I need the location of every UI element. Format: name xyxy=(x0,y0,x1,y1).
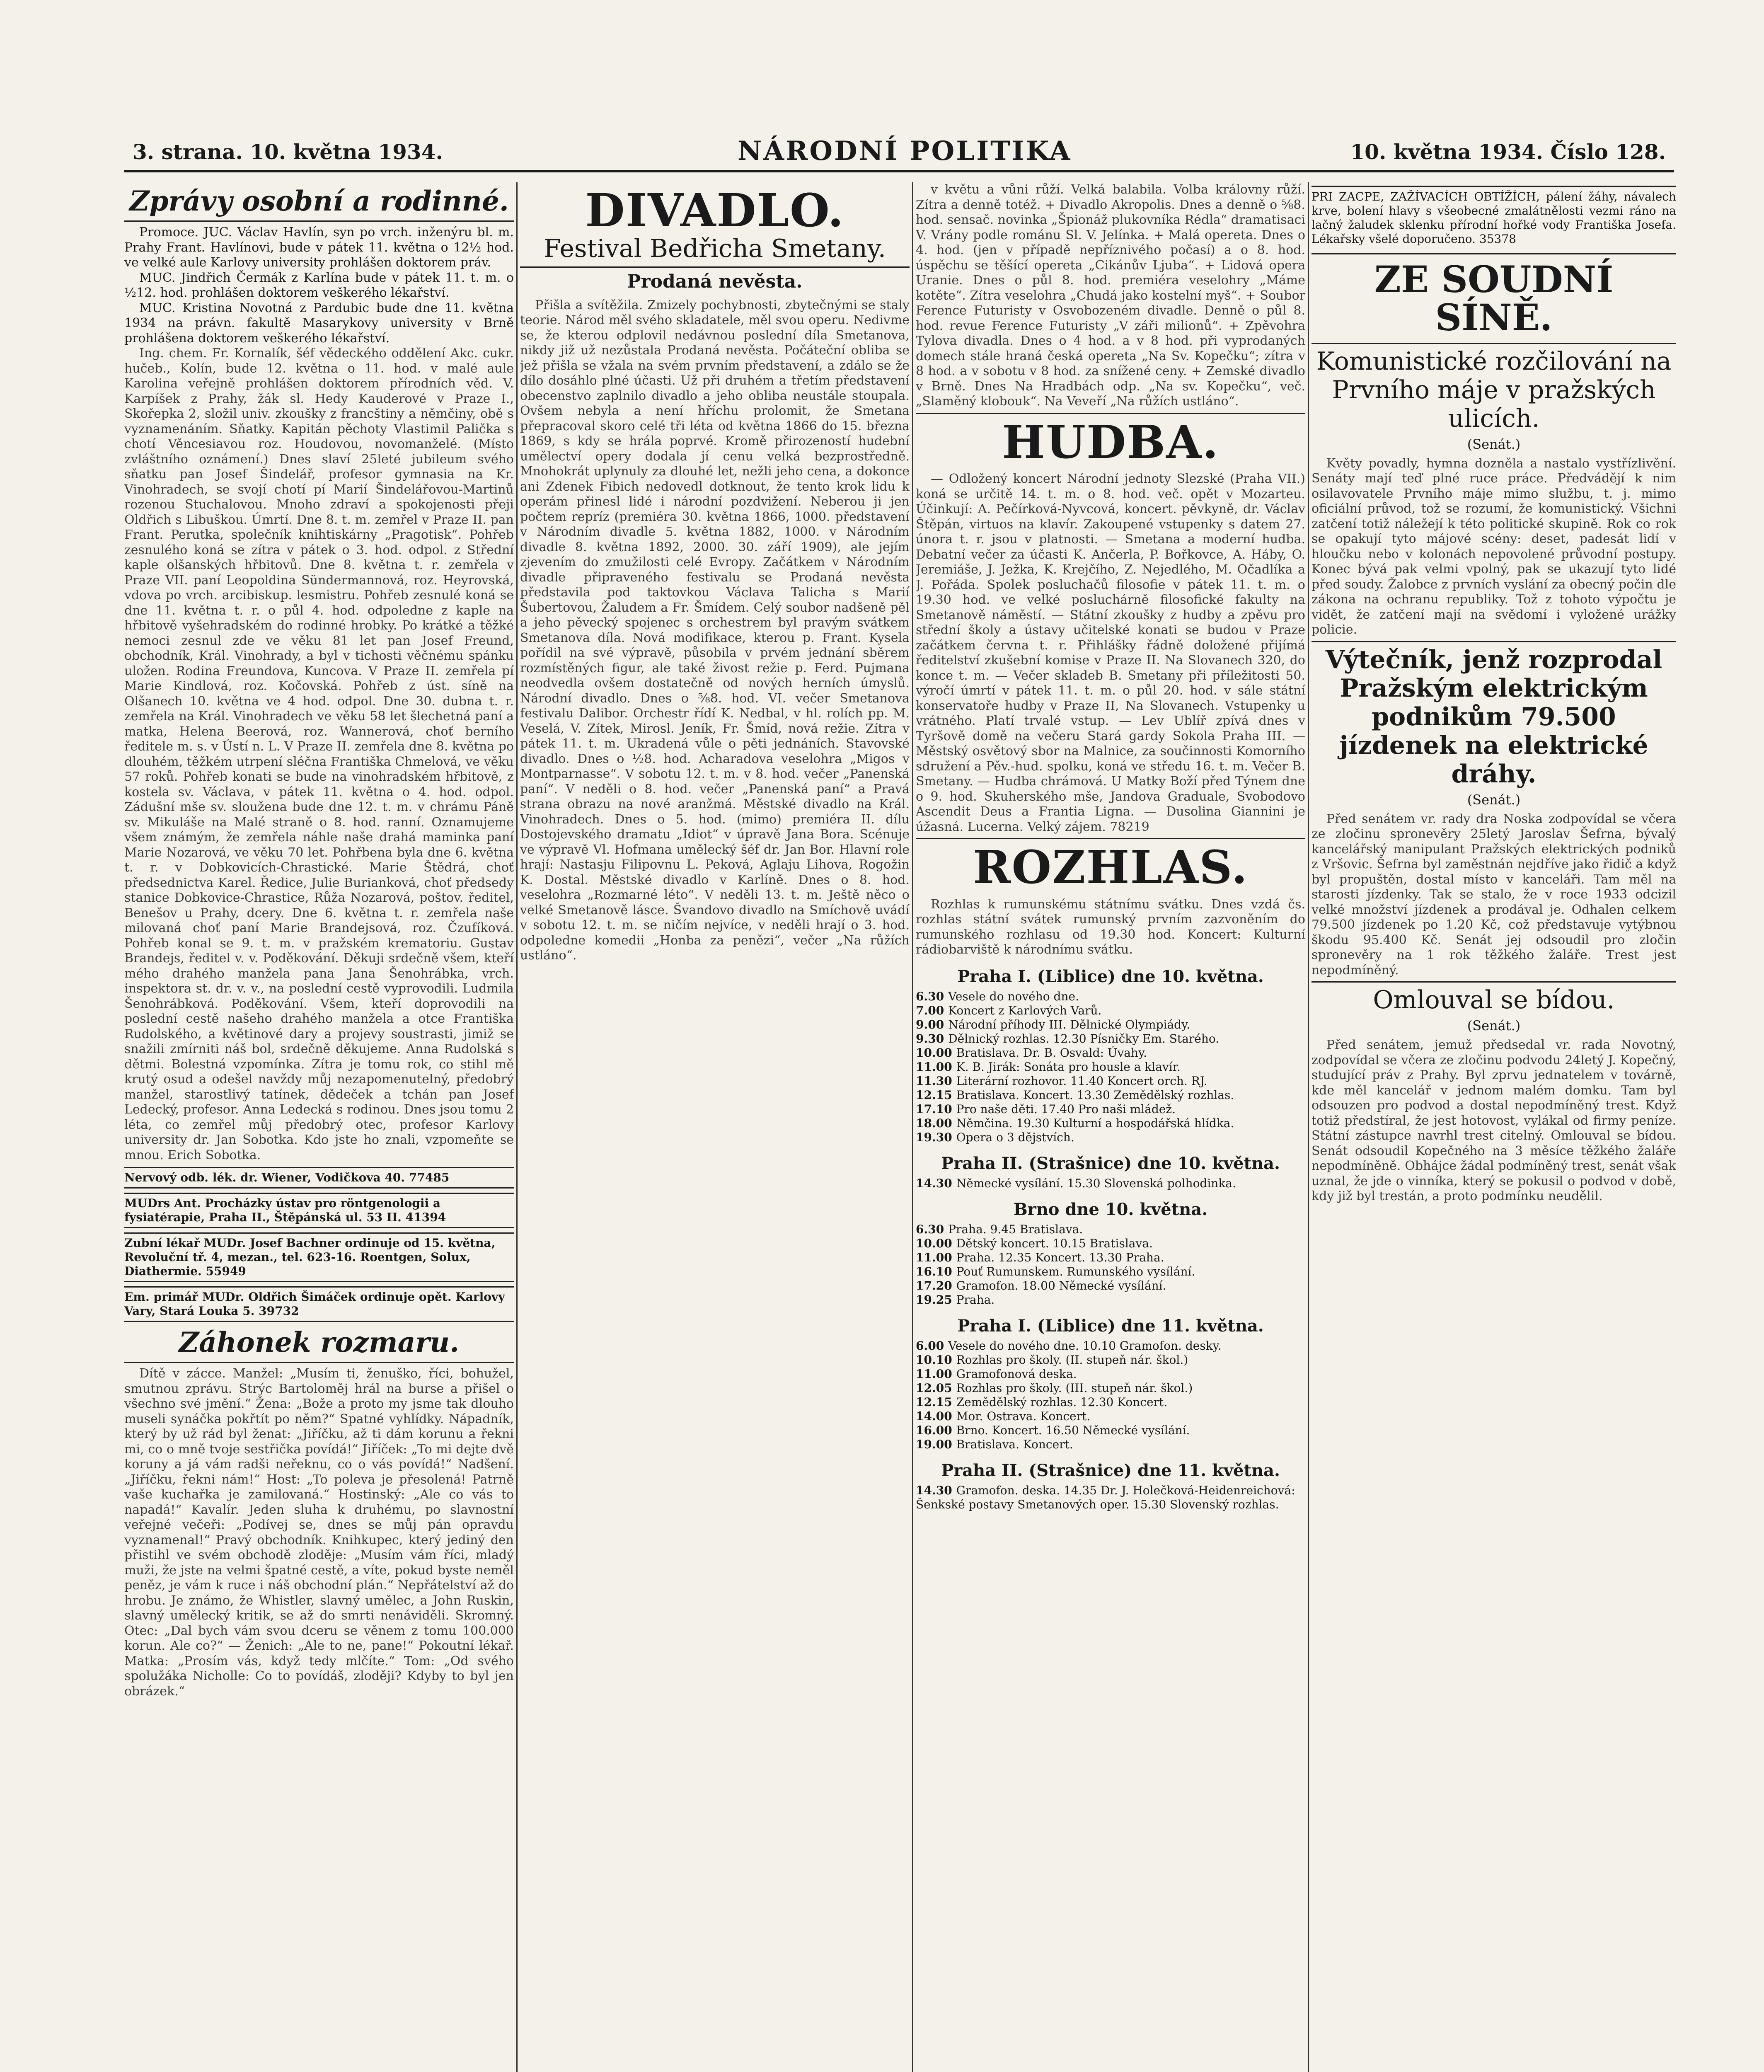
article-headline: Výtečník, jenž rozprodal Pražským elektrickým podnikům 79.500 jízdenek na elektrické dráhy. xyxy=(1325,645,1662,789)
schedule-program: Brno. Koncert. 16.50 Německé vysílání. xyxy=(956,1423,1190,1437)
schedule-time: 19.25 xyxy=(916,1293,952,1307)
section-title-court: ZE SOUDNÍ SÍNĚ. xyxy=(1374,258,1614,339)
section-title-radio: ROZHLAS. xyxy=(973,840,1248,894)
schedule-time: 12.15 xyxy=(916,1395,952,1409)
section-title-theatre: DIVADLO. xyxy=(585,184,844,237)
article-body: Květy povadly, hymna dozněla a nastalo vystřízlivění. Senáty mají teď plné ruce práce. Předvádějí k nim osilavovatele Prvního máje mimo službu, t. j. mimo oficiální průvod, tož se rozumí, že komunistický. Všichni zatčení totiž náležejí k této politické skupině. Rok co rok se opakují tyto májové scény: deset, padesát lidí v hloučku nebo v kolonách nepovolené průvodní postupy. Konec bývá pak velmi vpolný, pak se ukazují tyto lidé před soudy. Žalobce z prvních vyslání za obecný počin dle zákona na ochranu republiky. Tož z tohoto výpočtu je vidět, že zatčení mají na svědomí i vyložené urážky policie. xyxy=(1312,456,1676,637)
mineral-water-ad xyxy=(1312,186,1676,254)
schedule-program: Národní příhody III. Dělnické Olympiády. xyxy=(948,1017,1191,1031)
schedule-time: 16.00 xyxy=(916,1423,952,1437)
schedule-time: 12.15 xyxy=(916,1088,952,1102)
personal-notices-body: Ing. chem. Fr. Kornalík, šéf vědeckého oddělení Akc. cukr. hučeb., Kolín, bude 12. května o 11. hod. v malé aule Karolina veřejně prohlášen doktorem přírodních věd. V. Karpíšek z Prahy, žák sl. Hedy Kauderové v Praze I., Skořepka 2, složil univ. zkoušky z francštiny a němčiny, obě s vyznamenáním. Sňatky. Kapitán pěchoty Vlastimil Palička s chotí Věncesiavou roz. Houdovou, novomanželé. (Místo zvláštního oznámení.) Dnes slaví 25leté jubileum svého sňatku pan Josef Šindelář, profesor gymnasia na Kr. Vinohradech, se svojí chotí pí Marií Šindelářovou-Martinů rozenou Stuchalovou. Mnoho zdraví a spokojenosti přeji Oldřich s Libuškou. Úmrtí. Dne 8. t. m. zemřel v Praze II. pan Frant. Perutka, společník knihtiskárny „Pragotisk“. Pohřeb zesnulého koná se zítra v pátek o 3. hod. odpol. z Střední kaple olšanských hřbitovů. Dne 8. května t. r. zemřela v Praze VII. paní Leopoldina Sündermannová, roz. Heyrovská, vdova po vrch. arcibiskup. lesmistru. Pohřeb zesnulé koná se dne 11. května t. r. o půl 4. hod. odpoledne z kaple na hřbitově vyšehradském do rodinné hrobky. Po krátké a těžké nemoci zesnul zde ve věku 81 let pan Josef Freund, obchodník, Král. Vinohrady, a byl v tichosti věčnému spánku uložen. Rodina Freundova, Kuncova. V Praze II. zemřela pí Marie Kindlová, roz. Kočovská. Pohřeb z úst. síně na Olšanech 10. května ve 4 hod. odpol. Dne 30. dubna t. r. zemřela na Král. Vinohradech ve věku 58 let šlechetná paní a matka, Helena Beerová, roz. Wannerová, choť berního ředitele m. s. v Ústí n. L. V Praze II. zemřela dne 8. května po dlouhém, těžkém utrpení sléčna Františka Chmelová, ve věku 57 roků. Pohřeb konati se bude na vinohradském hřbitově, z kostela sv. Václava, v pátek 11. května o 4. hod. odpol. Zádušní mše sv. sloužena bude dne 12. t. m. v chrámu Páně sv. Mikuláše na Malé straně o 8. hod. ranní. Oznamujeme všem známým, že zemřela náhle naše drahá maminka paní Marie Nozarová, ve věku 70 let. Pohřbena byla dne 6. května t. r. v Dobkovicích-Chrastické. Marie Štědrá, choť předsednictva Karel. Ředice, Julie Burianková, choť předsedy stanice Dobkovice-Chrastice, Růža Nozarová, poštov. ředitel, Benešov u Prahy, dcery. Dne 6. května t. r. zemřela naše milovaná choť paní Marie Brandejsová, roz. Čzufíková. Pohřeb konal se 9. t. m. v pražském krematoriu. Gustav Brandejs, ředitel v. v. Poděkování. Děkuji srdečně všem, kteří mého drahého manžela pana Jana Šenohrábka, vrch. inspektora st. dr. v. v., na poslední cestě vyprovodili. Ludmila Šenohrábková. Poděkování. Všem, kteří doprovodili na poslední cestě našeho drahého manžela a otce Františka Rudolského, a květinové dary a projevy soustrasti, jimiž se snažili zmírniti náš bol, srdečně děkujeme. Anna Rudolská s dětmi. Bolestná vzpomínka. Zítra je tomu rok, co stihl mě krutý osud a odešel navždy můj nezapomenutelný, předobrý manžel, starostlivý tatínek, dědeček a tchán pan Josef Ledecký, profesor. Anna Ledecká s rodinou. Dnes jsou tomu 2 léta, co zemřel můj předobrý otec, profesor Karlovy university dr. Jan Sobotka. Kdo jste ho znali, vzpomeňte se mnou. Erich Sobotka. xyxy=(124,346,514,1162)
column-rule xyxy=(912,182,913,2072)
divider xyxy=(1312,981,1676,983)
schedule-time: 6.00 xyxy=(916,1339,944,1353)
header-issue-number: 10. května 1934. Číslo 128. xyxy=(1350,140,1666,164)
promotion-notice: MUC. Jindřich Čermák z Karlína bude v pátek 11. t. m. o ½12. hod. prohlášen doktorem veškerého lékařství. xyxy=(124,270,514,300)
column-2 xyxy=(520,182,910,2072)
column-rule xyxy=(1308,182,1309,2072)
schedule-program: Vesele do nového dne. 10.10 Gramofon. desky. xyxy=(948,1339,1222,1353)
schedule-time: 19.00 xyxy=(916,1437,952,1451)
schedule-time: 10.00 xyxy=(916,1046,952,1060)
schedule-time: 9.30 xyxy=(916,1031,944,1046)
schedule-program: Praha. xyxy=(956,1293,995,1307)
promotion-notice: Promoce. JUC. Václav Havlín, syn po vrch. inženýru bl. m. Prahy Frant. Havlínovi, bude v pátek 11. května o 12½ hod. ve velké aule Karlovy university prohlášen doktorem práv. xyxy=(124,225,514,270)
column-3 xyxy=(916,182,1305,2072)
schedule-program: Pouť Rumunskem. Rumunského vysílání. xyxy=(956,1264,1195,1278)
theatre-review-body: Přišla a svítěžila. Zmizely pochybnosti, zbytečnými se staly teorie. Národ měl svého skladatele, měl svou operu. Nedivme se, že kterou odplovil nedávnou poslední díla Smetanova, nikdy již už nezůstala Prodaná nevěsta. Počáteční obliba se jež přišla se vžala na svém prvním představení, a zdálo se že dílo dosáhlo plné účasti. Už při druhém a třetím představení obecenstvo zaplnilo divadlo a jeho obliba neustále stoupala. Ovšem nebyla a není hříchu prolomit, že Smetana přepracoval skoro celé tři léta od května 1866 do 15. března 1869, s kdy se hrála poprvé. Kromě přirozeností hudební umělectví opery dodala jí cenu velká bezprostředně. Mnohokrát uplynuly za dlouhé let, nežli jeho cena, a dokonce ani Zdenek Fibich nedovedl dotknout, že tento krok lidu k operám přinesl lidé i národní pozdvižení. Neberou ji jen počtem repríz (premiéra 30. května 1866, 1000. představení v Národním divadle 5. května 1882, 1000. v Národním divadle 8. května 1892, 2000. 30. září 1909), ale jejím zjevením do zmužilosti celé Evropy. Začátkem v Národním divadle připraveného festivalu se Prodaná nevěsta představila pod taktovkou Václava Talicha s Marií Šubertovou, Žaludem a Fr. Šmídem. Celý soubor nadšeně pěl a jeho pěvecký spojenec s orchestrem byl pravým svátkem Smetanova díla. Nová modifikace, kterou p. Frant. Kysela pořídil na své výpravě, působila v prvém jednání sběrem rozmístěných figur, ale také živost režie p. Ferd. Pujmana neodvedla ovšem dostatečně od nových herních úmyslů. Národní divadlo. Dnes o ⅝8. hod. VI. večer Smetanova festivalu Dalibor. Orchestr řídí K. Nedbal, v hl. rolích pp. M. Veselá, V. Zítek, Mirosl. Jeník, Fr. Šmíd, nová režie. Zítra v pátek 11. t. m. Ukradená vůle o pěti jednáních. Stavovské divadlo. Dnes o ½8. hod. Acharadova veselohra „Migos v Montparnasse“. V sobotu 12. t. m. v 8. hod. večer „Panenská paní“. V neděli o 8. hod. večer „Panenská paní“ a Pravá strana obrazu na nové aranžmá. Městské divadlo na Král. Vinohradech. Dnes o 5. hod. (mimo) premiéra II. dílu Dostojevského dramatu „Idiot“ v úpravě Jana Bora. Scénuje ve výpravě Vl. Hofmana umělecký šéf dr. Jan Bor. Hlavní role hrají: Nastasju Filipovnu L. Peková, Aglaju Lihova, Rogožin K. Dostal. Městské divadlo v Karlíně. Dnes o 8. hod. veselohra „Rozmarné léto“. V neděli 13. t. m. Ještě něco o velké Smetanově lásce. Švandovo divadlo na Smíchově uvádí v sobotu 12. t. m. se ničím nejvíce, v neděli hrají o 3. hod. odpoledne komedii „Honba za penězi“, večer „Na růžích ustláno“. xyxy=(520,298,910,963)
divider xyxy=(1312,641,1676,642)
section-title-music: HUDBA. xyxy=(1002,415,1219,469)
schedule-entry xyxy=(916,1032,1305,1046)
schedule-program: Zemědělský rozhlas. 12.30 Koncert. xyxy=(956,1395,1168,1409)
radio-schedule xyxy=(916,990,1305,1145)
schedule-entry xyxy=(916,1060,1305,1074)
schedule-program: Dětský koncert. 10.15 Bratislava. xyxy=(956,1236,1153,1250)
article-headline: Omlouval se bídou. xyxy=(1373,985,1615,1015)
divider xyxy=(124,220,514,222)
schedule-program: Bratislava. Koncert. 13.30 Zemědělský rozhlas. xyxy=(956,1088,1234,1102)
section-title-personal: Zprávy osobní a rodinné. xyxy=(129,185,509,217)
schedule-time: 11.00 xyxy=(916,1250,952,1264)
article-headline: Komunistické rozčilování na Prvního máje v pražských ulicích. xyxy=(1316,346,1672,433)
schedule-time: 16.10 xyxy=(916,1264,952,1278)
schedule-day-heading: Praha I. (Liblice) dne 11. května. xyxy=(957,1316,1264,1336)
schedule-program: Rozhlas pro školy. (III. stupeň nár. škol.) xyxy=(956,1381,1193,1395)
masthead: NÁRODNÍ POLITIKA xyxy=(738,136,1072,167)
schedule-program: Rozhlas pro školy. (II. stupeň nár. škol.) xyxy=(956,1353,1188,1367)
schedule-time: 11.00 xyxy=(916,1367,952,1381)
schedule-entry xyxy=(916,1004,1305,1018)
schedule-entry xyxy=(916,1265,1305,1279)
schedule-program: Dělnický rozhlas. 12.30 Písničky Em. Starého. xyxy=(948,1031,1220,1046)
schedule-program: Opera o 3 dějstvích. xyxy=(956,1130,1074,1144)
theatre-listings-body: v květu a vůni růží. Velká balabila. Volba královny růží. Zítra a denně totéž. + Divadlo Akropolis. Dnes a denně o ⅝8. hod. sensač. novinka „Špionáž plukovníka Rédla“ dramatisaci V. Vrány podle románu Sl. V. Jelínka. + Malá opereta. Dnes o 4. hod. (jen v případě nepříznivého počasí) a o 8. hod. úspěchu se těšící opereta „Cikánův Ljuba“. + Lidová opera Uranie. Dnes o půl 8. hod. premiéra veselohry „Máme kotěte“. Zítra veselohra „Chudá jako kostelní myš“. + Soubor Ference Futuristy v Osvobozeném divadle. Denně o půl 8. hod. revue Ference Futuristy „V záři milionů“. + Zpěvohra Tylova divadla. Dnes o 4 hod. a v 8 hod. při vyprodaných domech stále hraná česká opereta „Na Sv. Kopečku“; zítra v 8 hod. a v sobotu v 8 hod. za snížené ceny. + Zemské divadlo v Brně. Dnes Na Hradbách odp. „Na sv. Kopečku“, več. „Slaměný klobouk“. Na Veveří „Na růžích ustláno“. xyxy=(916,182,1305,409)
court-label: (Senát.) xyxy=(1467,1018,1521,1034)
schedule-program: Bratislava. Dr. B. Osvald: Úvahy. xyxy=(956,1046,1147,1060)
schedule-entry xyxy=(916,1176,1305,1191)
schedule-entry xyxy=(916,1423,1305,1438)
festival-subtitle: Festival Bedřicha Smetany. xyxy=(544,234,886,263)
schedule-entry xyxy=(916,1409,1305,1423)
schedule-time: 11.00 xyxy=(916,1060,952,1074)
schedule-program: K. B. Jirák: Sonáta pro housle a klavír. xyxy=(956,1060,1181,1074)
schedule-program: Praha. 12.35 Koncert. 13.30 Praha. xyxy=(956,1250,1164,1264)
schedule-program: Gramofon. deska. 14.35 Dr. J. Holečková-Heidenreichová: Šenkské postavy Smetanových oper. 15.30 Slovenský rozhlas. xyxy=(916,1483,1295,1511)
schedule-entry xyxy=(916,1367,1305,1381)
schedule-time: 9.00 xyxy=(916,1017,944,1031)
radio-schedule xyxy=(916,1339,1305,1452)
court-label: (Senát.) xyxy=(1467,792,1521,808)
schedule-program: Vesele do nového dne. xyxy=(948,989,1079,1003)
schedule-time: 17.20 xyxy=(916,1278,952,1293)
column-1 xyxy=(124,182,514,2072)
schedule-program: Gramofonová deska. xyxy=(956,1367,1077,1381)
ad-text: PRI ZACPE, ZAŽÍVACÍCH OBTÍŽÍCH, pálení žáhy, návalech krve, bolení hlavy s všeobecné zmalátnělosti vezmi ráno na lačný žaludek sklenku přírodní hořké vody Františka Josefa. Lékařsky všelé doporučeno. 35378 xyxy=(1312,190,1676,246)
schedule-program: Gramofon. 18.00 Německé vysílání. xyxy=(956,1278,1166,1293)
schedule-entry xyxy=(916,1339,1305,1353)
schedule-entry xyxy=(916,990,1305,1004)
schedule-time: 14.30 xyxy=(916,1483,952,1497)
schedule-entry xyxy=(916,1102,1305,1116)
section-title-humor: Záhonek rozmaru. xyxy=(179,1326,460,1358)
divider xyxy=(916,413,1305,414)
doctor-ad: MUDrs Ant. Procházky ústav pro röntgenologii a fysiatérapie, Praha II., Štěpánská ul. 53 II. 41394 xyxy=(124,1193,514,1228)
schedule-time: 10.10 xyxy=(916,1353,952,1367)
music-heading xyxy=(916,415,1305,469)
schedule-time: 6.30 xyxy=(916,1222,944,1236)
schedule-day-heading: Praha I. (Liblice) dne 10. května. xyxy=(957,966,1264,986)
theatre-heading xyxy=(520,186,910,292)
schedule-entry xyxy=(916,1116,1305,1130)
radio-schedule xyxy=(916,1176,1305,1191)
divider xyxy=(916,838,1305,839)
schedule-entry xyxy=(916,1222,1305,1237)
schedule-time: 11.30 xyxy=(916,1074,952,1088)
schedule-time: 6.30 xyxy=(916,989,944,1003)
schedule-program: Německé vysílání. 15.30 Slovenská polhodinka. xyxy=(956,1176,1236,1190)
schedule-entry xyxy=(916,1018,1305,1032)
schedule-day-heading: Praha II. (Strašnice) dne 11. května. xyxy=(941,1460,1280,1480)
schedule-entry xyxy=(916,1395,1305,1409)
schedule-entry xyxy=(916,1353,1305,1367)
schedule-entry xyxy=(916,1381,1305,1395)
schedule-entry xyxy=(916,1484,1305,1512)
schedule-entry xyxy=(916,1088,1305,1102)
schedule-time: 14.30 xyxy=(916,1176,952,1190)
humor-body: Dítě v zácce. Manžel: „Musím ti, ženuško, říci, bohužel, smutnou zprávu. Strýc Bartoloměj hrál na burse a přišel o všechno své jmění.“ Žena: „Bože a proto my jsme tak dlouho museli synáčka pokřtít po něm?“ Spatné vyhlídky. Nápadník, který by už rád byl ženat: „Jiříčku, až ti dám korunu a řekni mi, co o mně tvoje sestřička povídá!“ Jiříček: „To mi dejte dvě koruny a já vám radši neřeknu, co o vás povídá!“ Nadšení. „Jiříčku, řekni nám!“ Host: „To poleva je přesolená! Patrně vaše kuchařka je zamilovaná.“ Hostinský: „Ale co vás to napadá!“ Kavalír. Jeden sluha k druhému, po slavnostní veřejné večeři: „Podívej se, dnes se můj pán opravdu vyznamenal!“ Pravý obchodník. Knihkupec, který jediný den přistihl ve svém obchodě zloděje: „Musím vám říci, mladý muži, že jste na velmi špatné cestě, a víte, pokud byste neměl peněz, je vám k ruce i náš obchodní plán.“ Nepřátelství až do hrobu. Je známo, že Whistler, slavný umělec, a John Ruskin, slavný umělecký kritik, se až do smrti nenáviděli. Skromný. Otec: „Dal bych vám svou dceru se věnem z tomu 100.000 korun. Ale co?“ — Ženich: „Ale to ne, pane!“ Pokoutní lékař. Matka: „Prosím vás, když tedy mlčíte.“ Tom: „Od svého spolužáka Nicholle: Co to povídáš, zloději? Kdyby to byl jen obrázek.“ xyxy=(124,1366,514,1699)
schedule-program: Koncert z Karlových Varů. xyxy=(948,1003,1102,1017)
page-header xyxy=(124,137,1674,172)
column-4 xyxy=(1312,182,1676,2072)
schedule-day-heading: Brno dne 10. května. xyxy=(1013,1199,1208,1219)
article-body: Před senátem, jemuž předsedal vr. rada Novotný, zodpovídal se včera ze zločinu podvodu 24letý J. Kopečný, studující práv z Prahy. Byl zprvu jednatelem v továrně, kde měl kancelář v jednom malém domku. Tam byl odsouzen pro podvod a dostal nepodmíněný trest. Když totiž předstíral, že jest hotovost, vylákal od firmy peníze. Státní zástupce navrhl trest citelný. Omlouval se bídou. Senát odsoudil Kopečného na 3 měsíce těžkého žaláře nepodmíněně. Obhájce žádal podmíněný trest, senát však uznal, že jde o vinníka, který se pokusil o podvod v době, kdy již byl trestán, a proto podmínku neudělil. xyxy=(1312,1038,1676,1204)
schedule-program: Literární rozhovor. 11.40 Koncert orch. RJ. xyxy=(956,1074,1207,1088)
column-rule xyxy=(516,182,518,2072)
schedule-entry xyxy=(916,1237,1305,1251)
schedule-entry xyxy=(916,1279,1305,1293)
radio-heading xyxy=(916,840,1305,894)
article-body: Před senátem vr. rady dra Noska zodpovídal se včera ze zločinu spronevěry 25letý Jaroslav Šefrna, bývalý kancelářský manipulant Pražských elektrických podniků z Vršovic. Šefrna byl zaměstnán nejdříve jako řidič a když byl propuštěn, dostal místo v kanceláři. Tam měl na starosti jízdenky. Tak se stalo, že v roce 1933 odcizil velké množství jízdenek a prodával je. Odhalen celkem 79.500 jízdenek po 1.20 Kč, což představuje vytýbnou škodu 95.400 Kč. Senát jej odsoudil pro zločin spronevěry na 1 rok těžkého žaláře. Trest jest nepodmíněný. xyxy=(1312,811,1676,978)
schedule-day-heading: Praha II. (Strašnice) dne 10. května. xyxy=(941,1153,1280,1173)
schedule-program: Němčina. 19.30 Kulturní a hospodářská hlídka. xyxy=(956,1116,1234,1130)
music-body: — Odložený koncert Národní jednoty Slezské (Praha VII.) koná se určitě 14. t. m. o 8. hod. več. opět v Mozarteu. Účinkují: A. Pečírková-Nyvcová, koncert. pěvkyně, dr. Václav Štěpán, virtuos na klavír. Zakoupené vstupenky s datem 27. února t. r. jsou v platnosti. — Smetana a moderní hudba. Debatní večer za účasti K. Ančerla, P. Bořkovce, A. Háby, O. Jeremiáše, J. Ježka, K. Krejčího, Z. Nejedlého, M. Očadlíka a J. Pořáda. Spolek posluchačů filosofie v pátek 11. t. m. o 19.30 hod. ve velké posluchárně filosofické fakulty na Smetanově náměstí. — Státní zkoušky z hudby a zpěvu pro střední školy a ústavy učitelské konati se budou v Praze začátkem června t. r. Přihlášky řádně doložené přijímá ředitelství zkušební komise v Praze II. Na Slovanech 320, do konce t. m. — Večer skladeb B. Smetany při příležitosti 50. výročí úmrtí v pátek 11. t. m. o půl 20. hod. v sále státní konservatoře hudby v Praze II, Na Slovanech. Vstupenky u vrátného. Platí trvalé vstup. — Lev Ublíř zpívá dnes v Tyršově domě na večeru Stará gardy Sokola Praha III. — Městský osvětový sbor na Malnice, za součinnosti Komorního sdružení a Pěv.-hud. spolku, koná ve středu 16. t. m. Večer B. Smetany. — Hudba chrámová. U Matky Boží před Týnem dne o 9. hod. Skuherského mše, Jandova Graduale, Svobodovo Ascendit Deus a Frantia Ligna. — Dusolina Giannini je úžasná. Lucerna. Velký zájem. 78219 xyxy=(916,472,1305,834)
article-kicker: Prodaná nevěsta. xyxy=(627,271,803,292)
schedule-time: 17.10 xyxy=(916,1102,952,1116)
radio-intro: Rozhlas k rumunskému státnímu svátku. Dnes vzdá čs. rozhlas státní svátek rumunský prvním zazvoněním do rumunského rozhlasu od 19.30 hod. Koncert: Kulturní rádiobarviště k národnímu svátku. xyxy=(916,897,1305,957)
promotion-notice: MUC. Kristina Novotná z Pardubic bude dne 11. května 1934 na právn. fakultě Masarykovy university v Brně prohlášena doktorem veškerého lékařství. xyxy=(124,300,514,346)
doctor-ad: Zubní lékař MUDr. Josef Bachner ordinuje od 15. května, Revoluční tř. 4, mezan., tel. 623-16. Roentgen, Solux, Diathermie. 55949 xyxy=(124,1232,514,1282)
schedule-time: 19.30 xyxy=(916,1130,952,1144)
schedule-entry xyxy=(916,1074,1305,1088)
schedule-time: 18.00 xyxy=(916,1116,952,1130)
schedule-time: 10.00 xyxy=(916,1236,952,1250)
court-label: (Senát.) xyxy=(1467,436,1521,452)
schedule-entry xyxy=(916,1293,1305,1307)
radio-schedule xyxy=(916,1484,1305,1512)
schedule-time: 14.00 xyxy=(916,1409,952,1423)
divider xyxy=(520,266,910,268)
schedule-program: Praha. 9.45 Bratislava. xyxy=(948,1222,1083,1236)
radio-schedule xyxy=(916,1222,1305,1307)
schedule-entry xyxy=(916,1130,1305,1145)
doctor-ad: Nervový odb. lék. dr. Wiener, Vodičkova 40. 77485 xyxy=(124,1167,514,1188)
schedule-entry xyxy=(916,1046,1305,1060)
schedule-program: Bratislava. Koncert. xyxy=(956,1437,1073,1451)
schedule-time: 12.05 xyxy=(916,1381,952,1395)
divider xyxy=(1312,343,1676,344)
divider xyxy=(124,1362,514,1363)
header-page-date: 3. strana. 10. května 1934. xyxy=(133,140,443,164)
schedule-program: Mor. Ostrava. Koncert. xyxy=(956,1409,1091,1423)
schedule-program: Pro naše děti. 17.40 Pro naši mládež. xyxy=(956,1102,1176,1116)
doctor-ad: Em. primář MUDr. Oldřich Šimáček ordinuje opět. Karlovy Vary, Stará Louka 5. 39732 xyxy=(124,1286,514,1322)
schedule-entry xyxy=(916,1251,1305,1265)
schedule-time: 7.00 xyxy=(916,1003,944,1017)
schedule-entry xyxy=(916,1438,1305,1452)
